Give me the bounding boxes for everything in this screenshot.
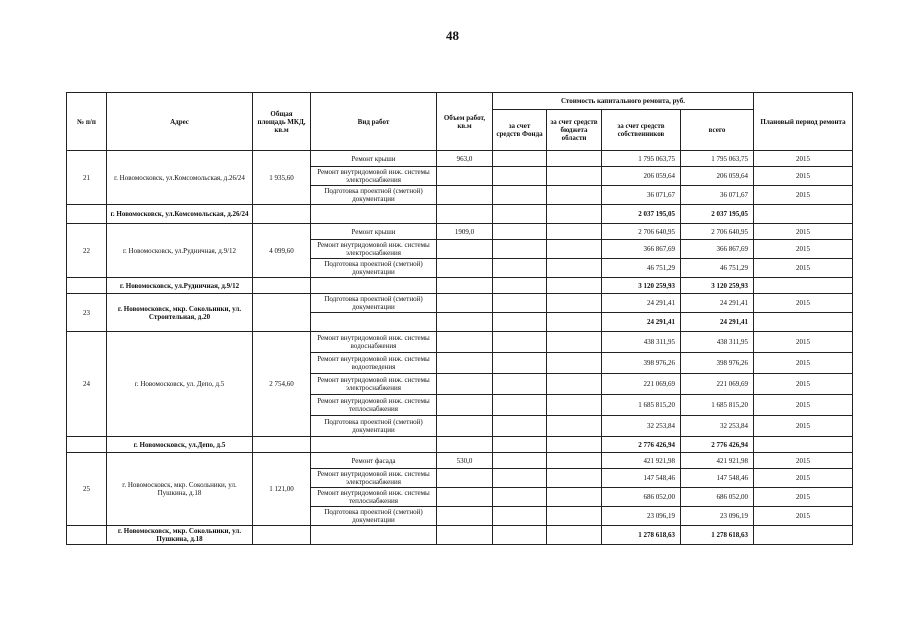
address-cell: г. Новомосковск, мкр. Сокольники, ул. Пушкина, д.18 <box>107 453 253 526</box>
address-cell: г. Новомосковск, ул. Депо, д.5 <box>107 332 253 437</box>
volume-cell: 1909,0 <box>437 224 493 240</box>
work-type-cell: Ремонт крыши <box>311 151 437 167</box>
total-cost-cell: 206 059,64 <box>681 167 754 186</box>
work-type-cell: Ремонт крыши <box>311 224 437 240</box>
owners-cost-cell: 438 311,95 <box>602 332 681 353</box>
address-cell: г. Новомосковск, ул.Комсомольская, д.26/24 <box>107 151 253 205</box>
owners-cost-cell: 46 751,29 <box>602 259 681 278</box>
work-type-cell: Подготовка проектной (сметной) документации <box>311 186 437 205</box>
owners-cost-cell: 32 253,84 <box>602 416 681 437</box>
period-cell: 2015 <box>754 186 853 205</box>
work-type-cell: Подготовка проектной (сметной) документации <box>311 259 437 278</box>
period-cell: 2015 <box>754 259 853 278</box>
volume-cell <box>437 186 493 205</box>
owners-cost-cell: 398 976,26 <box>602 353 681 374</box>
subtotal-row <box>67 526 853 545</box>
header-region: за счет средств бюджета области <box>547 110 602 151</box>
subtotal-row <box>67 278 853 294</box>
header-work-type: Вид работ <box>311 93 437 151</box>
work-type-cell: Подготовка проектной (сметной) документации <box>311 507 437 526</box>
row-number: 25 <box>67 453 107 526</box>
subtotal-owners: 24 291,41 <box>602 313 681 332</box>
subtotal-label: г. Новомосковск, ул.Депо, д.5 <box>107 437 253 453</box>
work-type-cell: Ремонт внутридомовой инж. системы теплоснабжения <box>311 488 437 507</box>
work-type-cell: Ремонт внутридомовой инж. системы теплоснабжения <box>311 395 437 416</box>
row-number: 24 <box>67 332 107 437</box>
table-row <box>67 332 853 353</box>
owners-cost-cell: 1 795 063,75 <box>602 151 681 167</box>
header-address: Адрес <box>107 93 253 151</box>
work-type-cell: Подготовка проектной (сметной) документации <box>311 416 437 437</box>
total-cost-cell: 366 867,69 <box>681 240 754 259</box>
volume-cell <box>437 488 493 507</box>
table-row <box>67 151 853 167</box>
table-row <box>67 294 853 313</box>
period-cell: 2015 <box>754 395 853 416</box>
header-total: всего <box>681 110 754 151</box>
volume-cell <box>437 259 493 278</box>
total-cost-cell: 1 795 063,75 <box>681 151 754 167</box>
volume-cell <box>437 469 493 488</box>
period-cell: 2015 <box>754 488 853 507</box>
total-cost-cell: 221 069,69 <box>681 374 754 395</box>
total-cost-cell: 1 685 815,20 <box>681 395 754 416</box>
subtotal-label: г. Новомосковск, ул.Комсомольская, д.26/24 <box>107 205 253 224</box>
total-cost-cell: 23 096,19 <box>681 507 754 526</box>
total-cost-cell: 438 311,95 <box>681 332 754 353</box>
volume-cell: 530,0 <box>437 453 493 469</box>
volume-cell <box>437 507 493 526</box>
owners-cost-cell: 23 096,19 <box>602 507 681 526</box>
period-cell: 2015 <box>754 353 853 374</box>
work-type-cell: Ремонт внутридомовой инж. системы водоснабжения <box>311 332 437 353</box>
volume-cell <box>437 374 493 395</box>
work-type-cell: Подготовка проектной (сметной) документации <box>311 294 437 313</box>
address-cell: г. Новомосковск, мкр. Сокольники, ул. Строительная, д.20 <box>107 294 253 332</box>
total-cost-cell: 24 291,41 <box>681 294 754 313</box>
total-cost-cell: 686 052,00 <box>681 488 754 507</box>
subtotal-label: г. Новомосковск, мкр. Сокольники, ул. Пушкина, д.18 <box>107 526 253 545</box>
header-fund: за счет средств Фонда <box>493 110 547 151</box>
total-cost-cell: 398 976,26 <box>681 353 754 374</box>
owners-cost-cell: 1 685 815,20 <box>602 395 681 416</box>
area-cell: 1 121,00 <box>253 453 311 526</box>
owners-cost-cell: 221 069,69 <box>602 374 681 395</box>
table-row <box>67 453 853 469</box>
owners-cost-cell: 24 291,41 <box>602 294 681 313</box>
capital-repair-table <box>66 92 853 545</box>
owners-cost-cell: 206 059,64 <box>602 167 681 186</box>
header-owners: за счет средств собственников <box>602 110 681 151</box>
subtotal-total: 2 776 426,94 <box>681 437 754 453</box>
volume-cell <box>437 294 493 313</box>
area-cell <box>253 294 311 332</box>
period-cell: 2015 <box>754 374 853 395</box>
period-cell: 2015 <box>754 332 853 353</box>
period-cell: 2015 <box>754 469 853 488</box>
owners-cost-cell: 366 867,69 <box>602 240 681 259</box>
subtotal-owners: 2 776 426,94 <box>602 437 681 453</box>
work-type-cell: Ремонт внутридомовой инж. системы электроснабжения <box>311 374 437 395</box>
subtotal-total: 1 278 618,63 <box>681 526 754 545</box>
volume-cell <box>437 240 493 259</box>
period-cell: 2015 <box>754 294 853 313</box>
work-type-cell: Ремонт внутридомовой инж. системы электроснабжения <box>311 167 437 186</box>
table-row <box>67 224 853 240</box>
owners-cost-cell: 2 706 640,95 <box>602 224 681 240</box>
volume-cell <box>437 332 493 353</box>
work-type-cell: Ремонт внутридомовой инж. системы водоотведения <box>311 353 437 374</box>
period-cell: 2015 <box>754 507 853 526</box>
volume-cell <box>437 353 493 374</box>
period-cell: 2015 <box>754 167 853 186</box>
row-number: 23 <box>67 294 107 332</box>
subtotal-row <box>67 205 853 224</box>
volume-cell: 963,0 <box>437 151 493 167</box>
row-number: 21 <box>67 151 107 205</box>
owners-cost-cell: 147 548,46 <box>602 469 681 488</box>
subtotal-owners: 2 037 195,05 <box>602 205 681 224</box>
owners-cost-cell: 686 052,00 <box>602 488 681 507</box>
period-cell: 2015 <box>754 151 853 167</box>
volume-cell <box>437 416 493 437</box>
period-cell: 2015 <box>754 453 853 469</box>
total-cost-cell: 32 253,84 <box>681 416 754 437</box>
work-type-cell: Ремонт внутридомовой инж. системы электроснабжения <box>311 469 437 488</box>
volume-cell <box>437 395 493 416</box>
subtotal-total: 24 291,41 <box>681 313 754 332</box>
area-cell: 2 754,60 <box>253 332 311 437</box>
header-area: Общая площадь МКД, кв.м <box>253 93 311 151</box>
subtotal-owners: 1 278 618,63 <box>602 526 681 545</box>
volume-cell <box>437 167 493 186</box>
header-num: № п/п <box>67 93 107 151</box>
subtotal-total: 3 120 259,93 <box>681 278 754 294</box>
work-type-cell: Ремонт внутридомовой инж. системы электроснабжения <box>311 240 437 259</box>
total-cost-cell: 46 751,29 <box>681 259 754 278</box>
work-type-cell: Ремонт фасада <box>311 453 437 469</box>
total-cost-cell: 2 706 640,95 <box>681 224 754 240</box>
page-number: 48 <box>446 28 459 43</box>
subtotal-total: 2 037 195,05 <box>681 205 754 224</box>
period-cell: 2015 <box>754 416 853 437</box>
row-number: 22 <box>67 224 107 278</box>
period-cell: 2015 <box>754 240 853 259</box>
owners-cost-cell: 421 921,98 <box>602 453 681 469</box>
subtotal-row <box>67 437 853 453</box>
header-cost-group: Стоимость капитального ремонта, руб. <box>493 93 754 110</box>
owners-cost-cell: 36 071,67 <box>602 186 681 205</box>
header-period: Плановый период ремонта <box>754 93 853 151</box>
period-cell: 2015 <box>754 224 853 240</box>
area-cell: 4 099,60 <box>253 224 311 278</box>
total-cost-cell: 36 071,67 <box>681 186 754 205</box>
subtotal-owners: 3 120 259,93 <box>602 278 681 294</box>
total-cost-cell: 147 548,46 <box>681 469 754 488</box>
total-cost-cell: 421 921,98 <box>681 453 754 469</box>
header-volume: Объем работ, кв.м <box>437 93 493 151</box>
area-cell: 1 935,60 <box>253 151 311 205</box>
subtotal-label: г. Новомосковск, ул.Рудничная, д.9/12 <box>107 278 253 294</box>
address-cell: г. Новомосковск, ул.Рудничная, д.9/12 <box>107 224 253 278</box>
